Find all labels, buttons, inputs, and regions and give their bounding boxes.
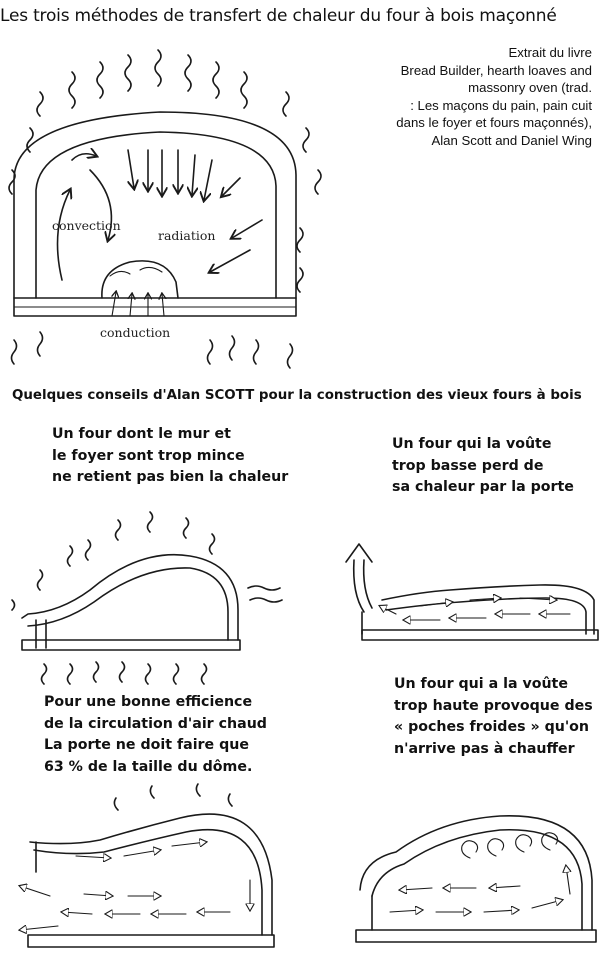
cold-pocket-swirls xyxy=(462,833,558,858)
source-line: massonry oven (trad. xyxy=(468,80,592,96)
tip-line: de la circulation d'air chaud xyxy=(44,715,267,732)
tip-line: n'arrive pas à chauffer xyxy=(394,740,575,757)
heat-waves-top xyxy=(9,50,321,292)
convection-label: convection xyxy=(52,218,121,233)
tip-line: « poches froides » qu'on xyxy=(394,719,590,735)
low-vault-oven xyxy=(346,544,598,640)
tip-line: trop haute provoque des xyxy=(394,697,593,714)
source-line: dans le foyer et fours maçonnés), xyxy=(396,115,592,131)
source-line: Extrait du livre xyxy=(508,45,592,60)
tip-thin-walls xyxy=(52,424,288,489)
tip-good-efficiency xyxy=(44,692,267,778)
tip-line: trop basse perd de xyxy=(392,457,544,474)
tip-line: La porte ne doit faire que xyxy=(44,737,249,753)
tip-line: Un four qui la voûte xyxy=(392,436,552,452)
tip-line: 63 % de la taille du dôme. xyxy=(44,758,253,775)
convection-arrows xyxy=(58,154,112,280)
page-title: Les trois méthodes de transfert de chaleur du four à bois maçonné xyxy=(0,6,557,26)
main-oven-diagram xyxy=(9,50,321,368)
conduction-label: conduction xyxy=(100,325,171,340)
source-line: Alan Scott and Daniel Wing xyxy=(431,132,592,148)
tip-line: Un four dont le mur et xyxy=(52,426,231,442)
source-line: : Les maçons du pain, pain cuit xyxy=(410,97,592,113)
radiation-arrows xyxy=(128,150,262,272)
tip-line: Pour une bonne efficience xyxy=(44,694,253,710)
section-subtitle: Quelques conseils d'Alan SCOTT pour la construction des vieux fours à bois xyxy=(12,388,582,403)
high-vault-oven xyxy=(356,816,596,942)
efficient-oven xyxy=(20,784,274,947)
source-line: Bread Builder, hearth loaves and xyxy=(400,62,592,78)
heat-waves xyxy=(12,512,282,684)
radiation-label: radiation xyxy=(158,228,216,243)
tip-low-vault xyxy=(392,434,574,499)
tip-line: le foyer sont trop mince xyxy=(52,447,245,464)
tip-line: Un four qui a la voûte xyxy=(394,676,568,692)
tip-line: ne retient pas bien la chaleur xyxy=(52,469,289,485)
tip-line: sa chaleur par la porte xyxy=(392,479,574,495)
tip-high-vault xyxy=(394,674,593,760)
thin-walls-oven xyxy=(12,512,282,684)
